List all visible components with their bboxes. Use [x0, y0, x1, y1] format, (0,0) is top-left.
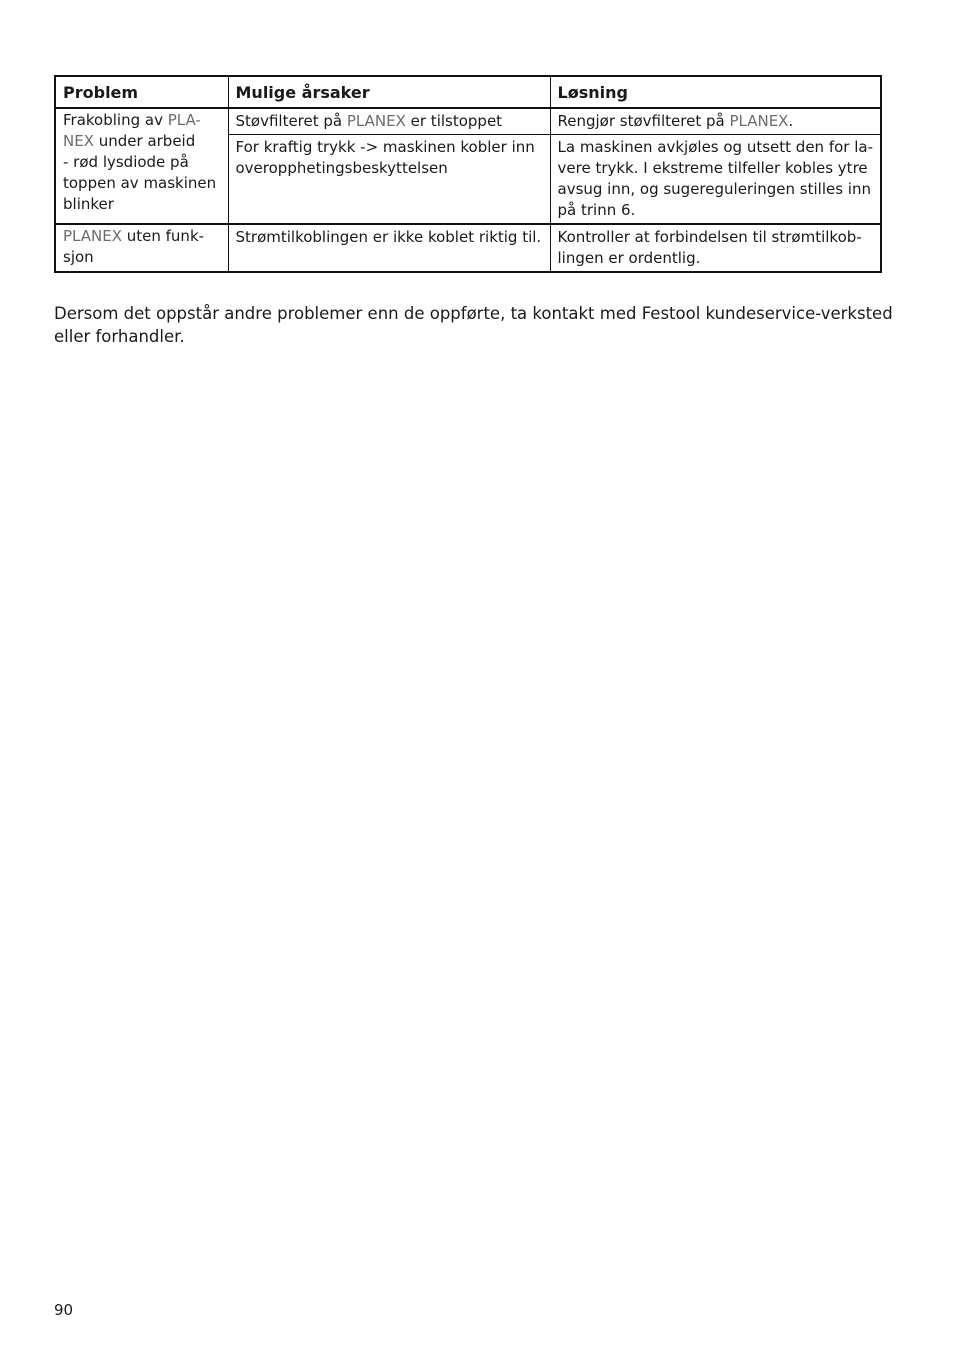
table-row: [55, 108, 881, 135]
problem-cell: PLANEX uten funk-sjon: [55, 224, 228, 272]
solution-cell: Kontroller at forbindelsen til strømtilkob-lingen er ordentlig.: [550, 224, 881, 272]
table-row: [55, 224, 881, 272]
cause-cell: Strømtilkoblingen er ikke koblet riktig til.: [228, 224, 550, 272]
troubleshooting-table: [54, 75, 882, 273]
header-problem: Problem: [55, 76, 228, 108]
problem-text: Frakobling av PLA- NEX under arbeid - rød lysdiode på toppen av maskinen blinker: [63, 111, 217, 213]
product-name: PLANEX: [346, 112, 406, 130]
cause-cell: For kraftig trykk -> maskinen kobler inn overopphetingsbeskyttelsen: [228, 135, 550, 225]
solution-cell: La maskinen avkjøles og utsett den for la-vere trykk. I ekstreme tilfeller kobles ytre avsug inn, og sugereguleringen stilles inn på trinn 6.: [550, 135, 881, 225]
problem-cell: [55, 108, 228, 224]
header-solution: Løsning: [550, 76, 881, 108]
product-name: PLANEX: [729, 112, 789, 130]
table-header-row: [55, 76, 881, 108]
product-name: NEX: [63, 132, 94, 150]
product-name: PLA-: [167, 111, 201, 129]
solution-cell: Rengjør støvfilteret på PLANEX.: [550, 108, 881, 135]
cause-cell: Støvfilteret på PLANEX er tilstoppet: [228, 108, 550, 135]
header-causes: Mulige årsaker: [228, 76, 550, 108]
page-number: 90: [54, 1301, 74, 1319]
product-name: PLANEX: [63, 227, 122, 245]
support-note: Dersom det oppstår andre problemer enn de oppførte, ta kontakt med Festool kundeservice-verksted eller forhandler.: [54, 303, 893, 346]
